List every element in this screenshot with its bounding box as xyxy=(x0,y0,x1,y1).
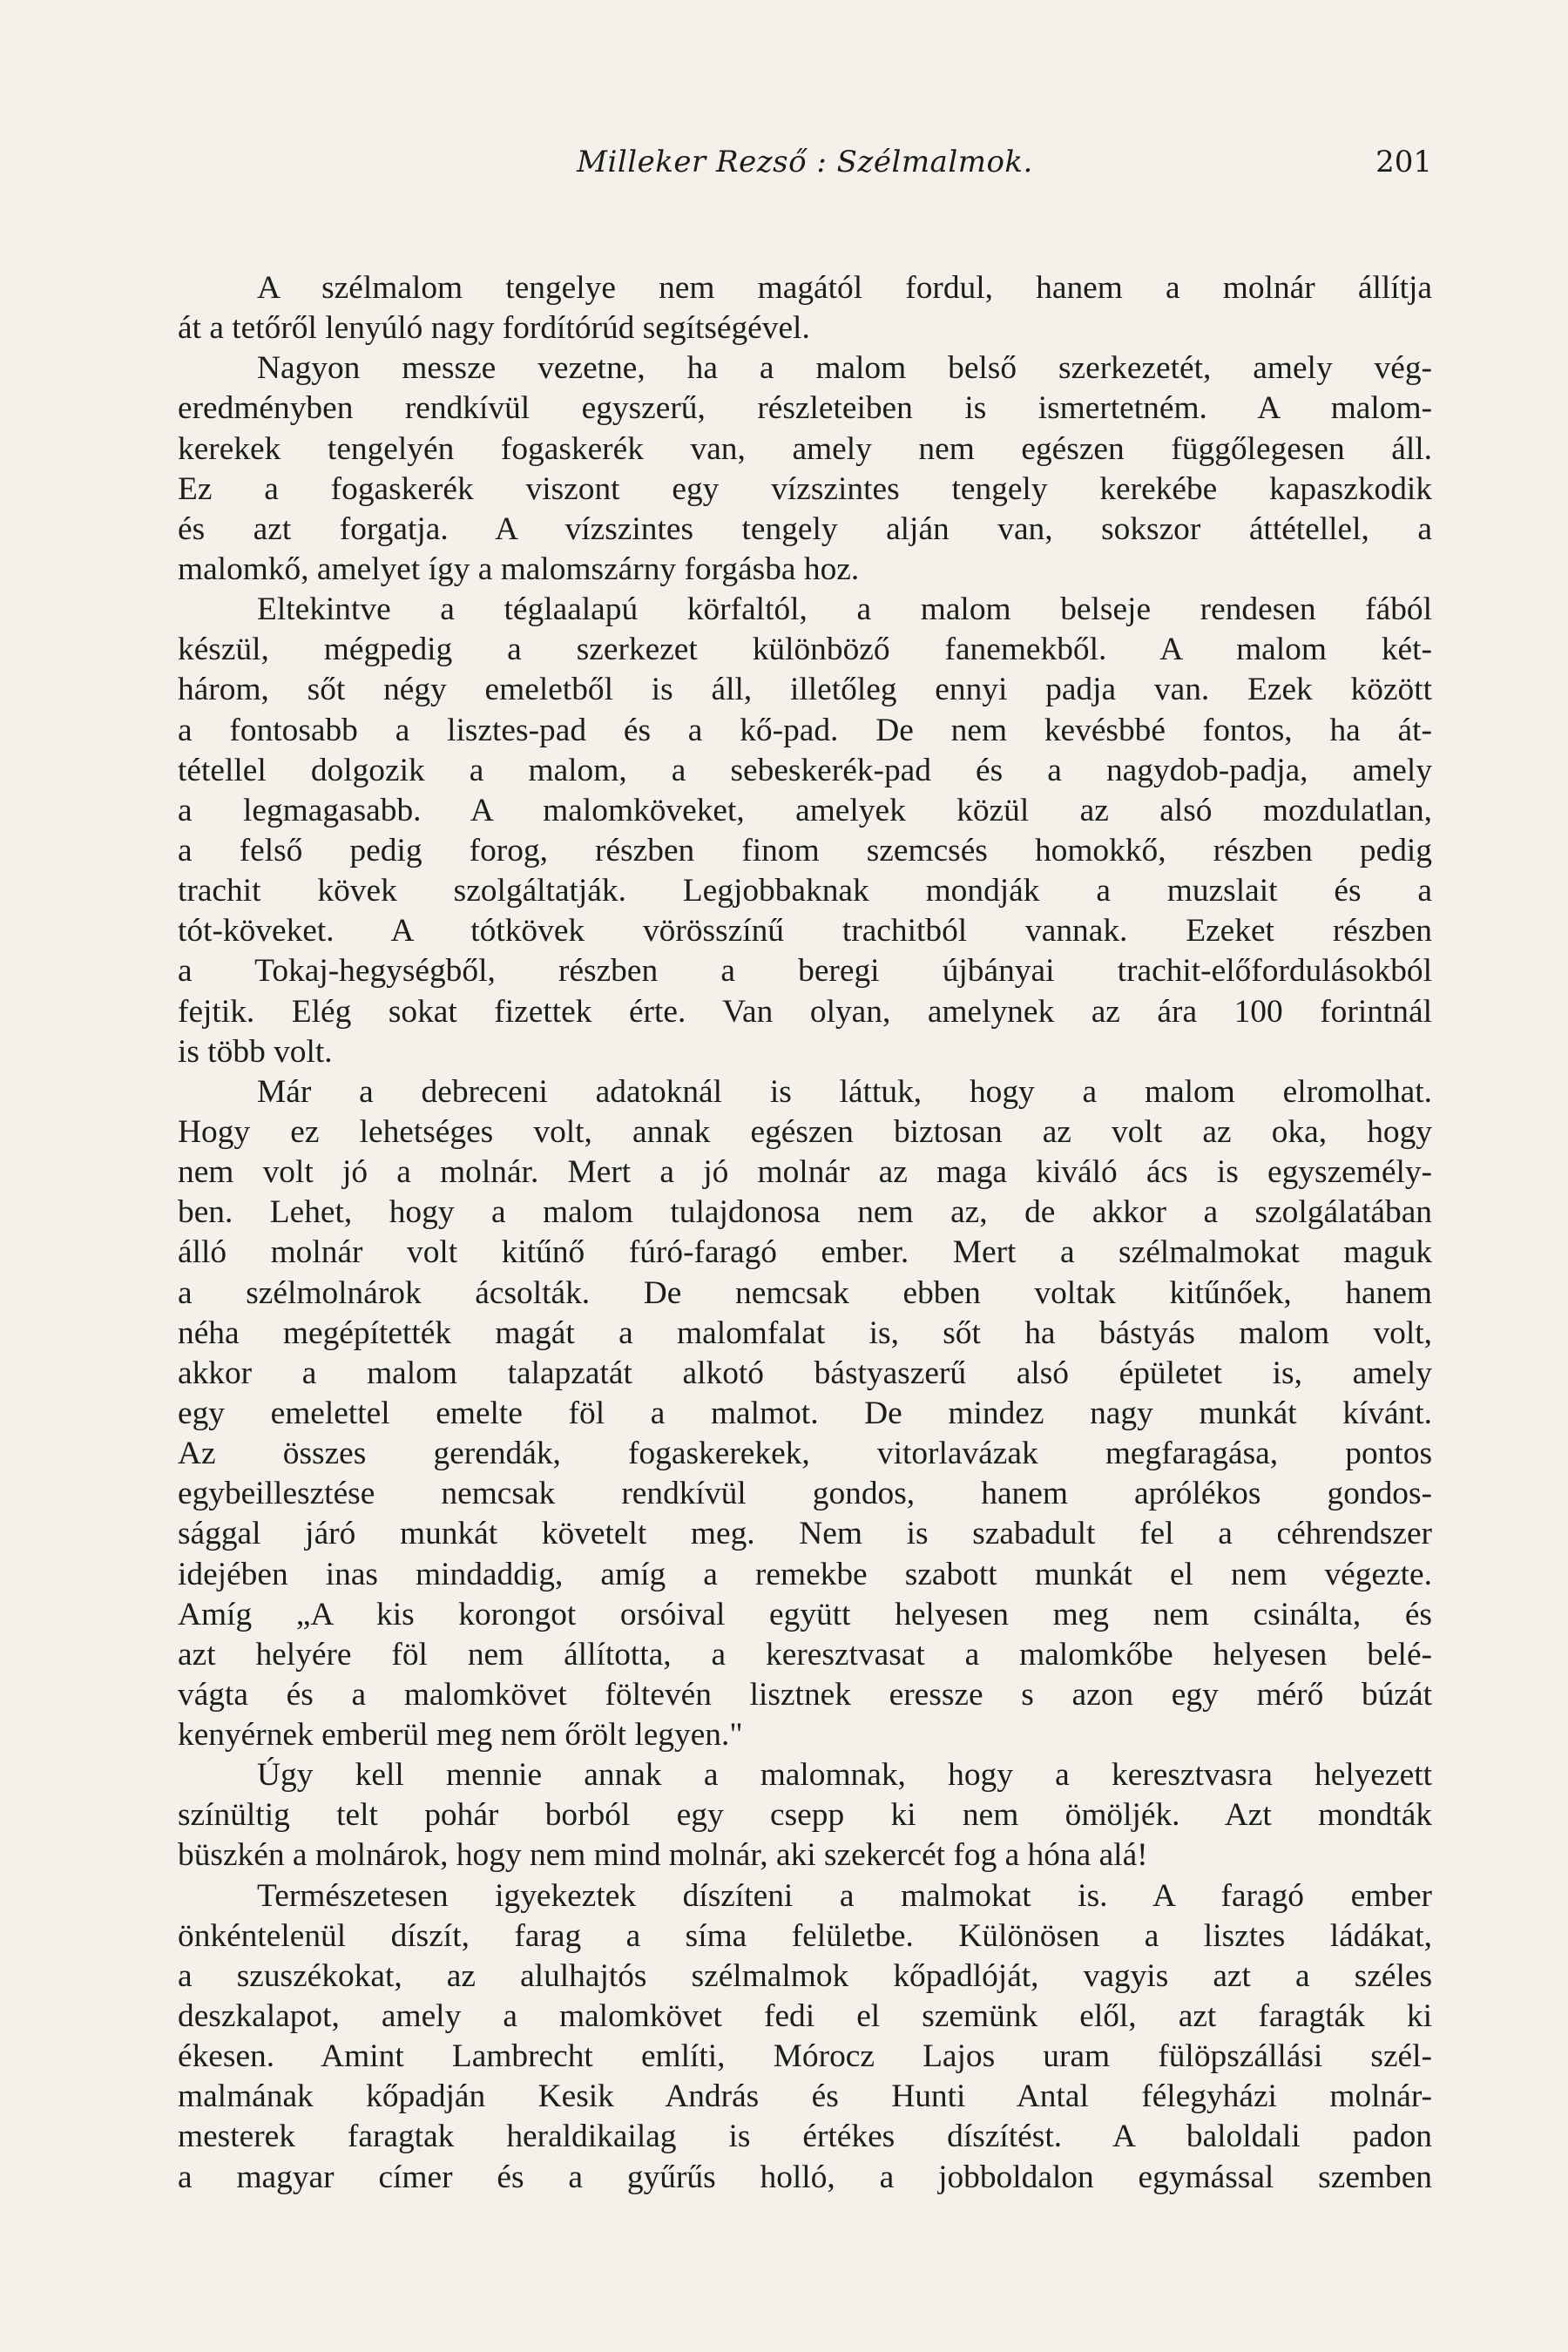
text-line: tót-köveket. A tótkövek vörösszínű trachitból vannak. Ezeket részben xyxy=(178,913,1432,950)
running-header xyxy=(178,145,1432,183)
text-line: Ez a fogaskerék viszont egy vízszintes tengely kerekébe kapaszkodik xyxy=(178,470,1432,507)
text-line: ben. Lehet, hogy a malom tulajdonosa nem az, de akkor a szolgálatában xyxy=(178,1194,1432,1231)
text-line: egybeillesztése nemcsak rendkívül gondos, hanem aprólékos gondos- xyxy=(178,1476,1432,1512)
text-line: a Tokaj-hegységből, részben a beregi újbányai trachit-előfordulásokból xyxy=(178,953,1432,990)
text-line: büszkén a molnárok, hogy nem mind molnár, aki szekercét fog a hóna alá! xyxy=(178,1837,1148,1874)
text-line: a szélmolnárok ácsolták. De nemcsak ebben voltak kitűnőek, hanem xyxy=(178,1274,1432,1311)
text-line: a fontosabb a lisztes-pad és a kő-pad. De nem kevésbbé fontos, ha át- xyxy=(178,712,1432,748)
text-line: színültig telt pohár borból egy csepp ki nem ömöljék. Azt mondták xyxy=(178,1797,1432,1834)
text-line: kerekek tengelyén fogaskerék van, amely nem egészen függőlegesen áll. xyxy=(178,430,1432,467)
page-number: 201 xyxy=(1375,145,1432,179)
text-line: fejtik. Elég sokat fizettek érte. Van olyan, amelynek az ára 100 forintnál xyxy=(178,993,1432,1030)
text-line: Az összes gerendák, fogaskerekek, vitorlavázak megfaragása, pontos xyxy=(178,1436,1432,1472)
text-line: is több volt. xyxy=(178,1033,333,1070)
text-line: Természetesen igyekeztek díszíteni a malmokat is. A faragó ember xyxy=(257,1877,1432,1914)
text-line: sággal járó munkát követelt meg. Nem is szabadult fel a céhrendszer xyxy=(178,1516,1432,1552)
text-line: A szélmalom tengelye nem magától fordul, hanem a molnár állítja xyxy=(257,270,1432,306)
text-line: mesterek faragtak heraldikailag is értékes díszítést. A baloldali padon xyxy=(178,2119,1432,2155)
text-line: malmának kőpadján Kesik András és Hunti Antal félegyházi molnár- xyxy=(178,2078,1432,2115)
text-line: deszkalapot, amely a malomkövet fedi el szemünk elől, azt faragták ki xyxy=(178,1998,1432,2035)
text-line: ékesen. Amint Lambrecht említi, Mórocz Lajos uram fülöpszállási szél- xyxy=(178,2038,1432,2075)
text-line: nem volt jó a molnár. Mert a jó molnár az maga kiváló ács is egyszemély- xyxy=(178,1154,1432,1191)
text-line: át a tetőről lenyúló nagy fordítórúd segítségével. xyxy=(178,310,810,347)
text-line: a legmagasabb. A malomköveket, amelyek közül az alsó mozdulatlan, xyxy=(178,792,1432,828)
text-line: kenyérnek emberül meg nem őrölt legyen." xyxy=(178,1717,743,1754)
text-line: egy emelettel emelte föl a malmot. De mindez nagy munkát kívánt. xyxy=(178,1395,1432,1431)
text-line: a felső pedig forog, részben finom szemcsés homokkő, részben pedig xyxy=(178,832,1432,868)
text-line: a magyar címer és a gyűrűs holló, a jobboldalon egymással szemben xyxy=(178,2159,1432,2195)
text-line: idejében inas mindaddig, amíg a remekbe szabott munkát el nem végezte. xyxy=(178,1556,1432,1592)
running-title: Milleker Rezső : Szélmalmok. xyxy=(577,145,1033,179)
text-line: és azt forgatja. A vízszintes tengely alján van, sokszor áttétellel, a xyxy=(178,510,1432,547)
text-line: tétellel dolgozik a malom, a sebeskerék-pad és a nagydob-padja, amely xyxy=(178,752,1432,788)
text-line: három, sőt négy emeletből is áll, illetőleg ennyi padja van. Ezek között xyxy=(178,672,1432,708)
text-line: vágta és a malomkövet föltevén lisztnek eressze s azon egy mérő búzát xyxy=(178,1676,1432,1713)
text-line: Eltekintve a téglaalapú körfaltól, a malom belseje rendesen fából xyxy=(257,591,1432,628)
text-line: Úgy kell mennie annak a malomnak, hogy a keresztvasra helyezett xyxy=(257,1757,1432,1794)
text-line: önkéntelenül díszít, farag a síma felületbe. Különösen a lisztes ládákat, xyxy=(178,1917,1432,1954)
text-line: Hogy ez lehetséges volt, annak egészen biztosan az volt az oka, hogy xyxy=(178,1113,1432,1150)
text-line: néha megépítették magát a malomfalat is, sőt ha bástyás malom volt, xyxy=(178,1315,1432,1351)
text-line: trachit kövek szolgáltatják. Legjobbaknak mondják a muzslait és a xyxy=(178,873,1432,909)
text-line: Amíg „A kis korongot orsóival együtt helyesen meg nem csinálta, és xyxy=(178,1596,1432,1632)
text-line: azt helyére föl nem állította, a keresztvasat a malomkőbe helyesen belé- xyxy=(178,1636,1432,1673)
text-line: Nagyon messze vezetne, ha a malom belső szerkezetét, amely vég- xyxy=(257,350,1432,387)
body-text xyxy=(178,268,1432,2198)
text-line: a szuszékokat, az alulhajtós szélmalmok kőpadlóját, vagyis azt a széles xyxy=(178,1957,1432,1994)
text-line: álló molnár volt kitűnő fúró-faragó ember. Mert a szélmalmokat maguk xyxy=(178,1234,1432,1271)
text-line: készül, mégpedig a szerkezet különböző fanemekből. A malom két- xyxy=(178,632,1432,668)
text-line: malomkő, amelyet így a malomszárny forgásba hoz. xyxy=(178,551,860,587)
text-line: Már a debreceni adatoknál is láttuk, hogy a malom elromolhat. xyxy=(257,1073,1432,1110)
text-line: eredményben rendkívül egyszerű, részleteiben is ismertetném. A malom- xyxy=(178,390,1432,427)
text-line: akkor a malom talapzatát alkotó bástyaszerű alsó épületet is, amely xyxy=(178,1355,1432,1391)
